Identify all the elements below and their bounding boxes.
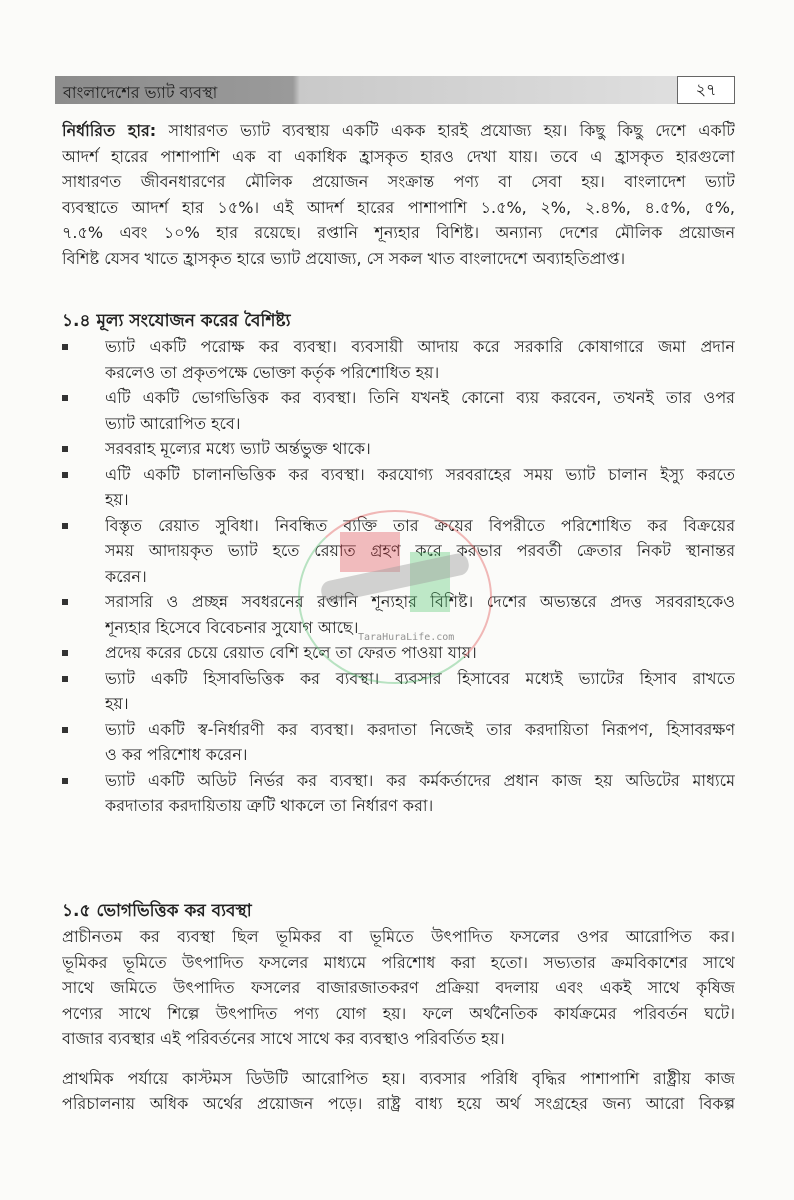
square-bullet-icon (62, 395, 68, 401)
bullet-item (62, 768, 735, 819)
text-line: সাথে জমিতে উৎপাদিত ফসলের বাজারজাতকরণ প্রক্রিয়া বদলায় এবং একই সাথে কৃষিজ (62, 978, 735, 997)
bullet-item (62, 462, 735, 513)
text-line: পরিচালনায় অধিক অর্থের প্রয়োজন পড়ে। রাষ্ট্র বাধ্য হয়ে অর্থ সংগ্রহের জন্য আরো বিকল্প (62, 1094, 735, 1113)
text-line: সরবরাহ মূল্যের মধ্যে ভ্যাট অর্ন্তভুক্ত থাকে। (105, 439, 371, 458)
header-title: বাংলাদেশের ভ্যাট ব্যবস্থা (63, 83, 218, 102)
bullet-item (62, 385, 735, 436)
text-line: সাধারণত জীবনধারণের মৌলিক প্রয়োজন সংক্রান্ত পণ্য বা সেবা হয়। বাংলাদেশ ভ্যাট (62, 172, 735, 191)
square-bullet-icon (62, 472, 68, 478)
square-bullet-icon (62, 446, 68, 452)
square-bullet-icon (62, 523, 68, 529)
text-line: করলেও তা প্রকৃতপক্ষে ভোক্তা কর্তৃক পরিশোধিত হয়। (105, 362, 440, 382)
text-line: আদর্শ হারের পাশাপাশি এক বা একাধিক হ্রাসকৃত হারও দেখা যায়। তবে এ হ্রাসকৃত হারগুলো (62, 146, 735, 166)
text-line: পণ্যের সাথে শিল্পে উৎপাদিত পণ্য যোগ হয়। ফলে অর্থনৈতিক কার্যক্রমের পরিবর্তন ঘটে। (62, 1003, 735, 1023)
square-bullet-icon (62, 727, 68, 733)
text-line: ভ্যাট আরোপিত হবে। (105, 413, 241, 433)
text-line: করদাতার করদায়িতায় ত্রুটি থাকলে তা নির্ধারণ করা। (105, 796, 434, 815)
square-bullet-icon (62, 650, 68, 656)
text-line: ভূমিকর ভূমিতে উৎপাদিত ফসলের মাধ্যমে পরিশোধ করা হতো। সভ্যতার ক্রমবিকাশের সাথে (62, 952, 735, 972)
text-line: ব্যবস্থাতে আদর্শ হার ১৫%। এই আদর্শ হারের পাশাপাশি ১.৫%, ২%, ২.৪%, ৪.৫%, ৫%, (62, 197, 735, 217)
bullet-item (62, 334, 735, 385)
text-line: এটি একটি চালানভিত্তিক কর ব্যবস্থা। করযোগ্য সরবরাহের সময় ভ্যাট চালান ইস্যু করতে (105, 464, 735, 484)
text-line: সাধারণত ভ্যাট ব্যবস্থায় একটি একক হারই প্রযোজ্য হয়। কিছু কিছু দেশে একটি (156, 121, 735, 140)
text-line: হয়। (105, 694, 129, 713)
text-line: করেন। (105, 566, 147, 586)
text-line: ভ্যাট একটি হিসাবভিত্তিক কর ব্যবস্থা। ব্যবসার হিসাবের মধ্যেই ভ্যাটের হিসাব রাখতে (105, 668, 735, 688)
text-line: বাজার ব্যবস্থার এই পরিবর্তনের সাথে সাথে কর ব্যবস্থাও পরিবর্তিত হয়। (62, 1029, 505, 1048)
fixed-rate-label: নির্ধারিত হার: (62, 121, 157, 140)
text-line: প্রদেয় করের চেয়ে রেয়াত বেশি হলে তা ফেরত পাওয়া যায়। (105, 643, 477, 662)
text-line: ও কর পরিশোধ করেন। (105, 745, 248, 764)
paragraph (62, 924, 735, 1052)
text-line: শূন্যহার হিসেবে বিবেচনার সুযোগ আছে। (105, 617, 359, 637)
bullet-item (62, 717, 735, 768)
text-line: প্রাথমিক পর্যায়ে কাস্টমস ডিউটি আরোপিত হয়। ব্যবসার পরিধি বৃদ্ধির পাশাপাশি রাষ্ট্রীয় কাজ (62, 1068, 735, 1088)
text-line: ৭.৫% এবং ১০% হার রয়েছে। রপ্তানি শূন্যহার বিশিষ্ট। অন্যান্য দেশের মৌলিক প্রয়োজন (62, 223, 735, 242)
text-line: সরাসরি ও প্রচ্ছন্ন সবধরনের রপ্তানি শূন্যহার বিশিষ্ট। দেশের অভ্যন্তরে প্রদত্ত সরবরাহকেও (105, 592, 735, 611)
text-line: ভ্যাট একটি পরোক্ষ কর ব্যবস্থা। ব্যবসায়ী আদায় করে সরকারি কোষাগারে জমা প্রদান (105, 337, 735, 356)
watermark-red-shape (340, 532, 400, 572)
text-line: হয়। (105, 490, 129, 509)
section-heading: ১.৫ ভোগভিত্তিক কর ব্যবস্থা (62, 901, 252, 921)
text-line: এটি একটি ভোগভিত্তিক কর ব্যবস্থা। তিনি যখনই কোনো ব্যয় করবেন, তখনই তার ওপর (105, 388, 735, 407)
square-bullet-icon (62, 676, 68, 682)
watermark-text: TaraHuraLife.com (358, 632, 455, 643)
text-line: সময় আদায়কৃত ভ্যাট হতে রেয়াত গ্রহণ করে করভার পরবর্তী ক্রেতার নিকট স্থানান্তর (105, 541, 735, 560)
intro-paragraph (62, 118, 735, 271)
square-bullet-icon (62, 599, 68, 605)
running-header (55, 76, 735, 104)
text-line: প্রাচীনতম কর ব্যবস্থা ছিল ভূমিকর বা ভূমিতে উৎপাদিত ফসলের ওপর আরোপিত কর। (62, 927, 735, 946)
text-line: ভ্যাট একটি স্ব-নির্ধারণী কর ব্যবস্থা। করদাতা নিজেই তার করদায়িতা নিরূপণ, হিসাবরক্ষণ (105, 719, 735, 739)
text-line: বিশিষ্ট যেসব খাতে হ্রাসকৃত হারে ভ্যাট প্রযোজ্য, সে সকল খাত বাংলাদেশে অব্যাহতিপ্রাপ্ত। (62, 248, 626, 268)
page-number: ২৭ (677, 76, 735, 104)
square-bullet-icon (62, 778, 68, 784)
text-line: বিস্তৃত রেয়াত সুবিধা। নিবন্ধিত ব্যক্তি তার ক্রয়ের বিপরীতে পরিশোধিত কর বিক্রয়ের (105, 515, 735, 535)
square-bullet-icon (62, 344, 68, 350)
section-heading: ১.৪ মূল্য সংযোজন করের বৈশিষ্ট্য (62, 311, 291, 331)
paragraph (62, 1066, 735, 1117)
section-1-5 (62, 898, 735, 1117)
watermark-logo (298, 510, 492, 684)
bullet-item (62, 436, 735, 462)
text-line: ভ্যাট একটি অডিট নির্ভর কর ব্যবস্থা। কর কর্মকর্তাদের প্রধান কাজ হয় অডিটের মাধ্যমে (105, 770, 735, 790)
